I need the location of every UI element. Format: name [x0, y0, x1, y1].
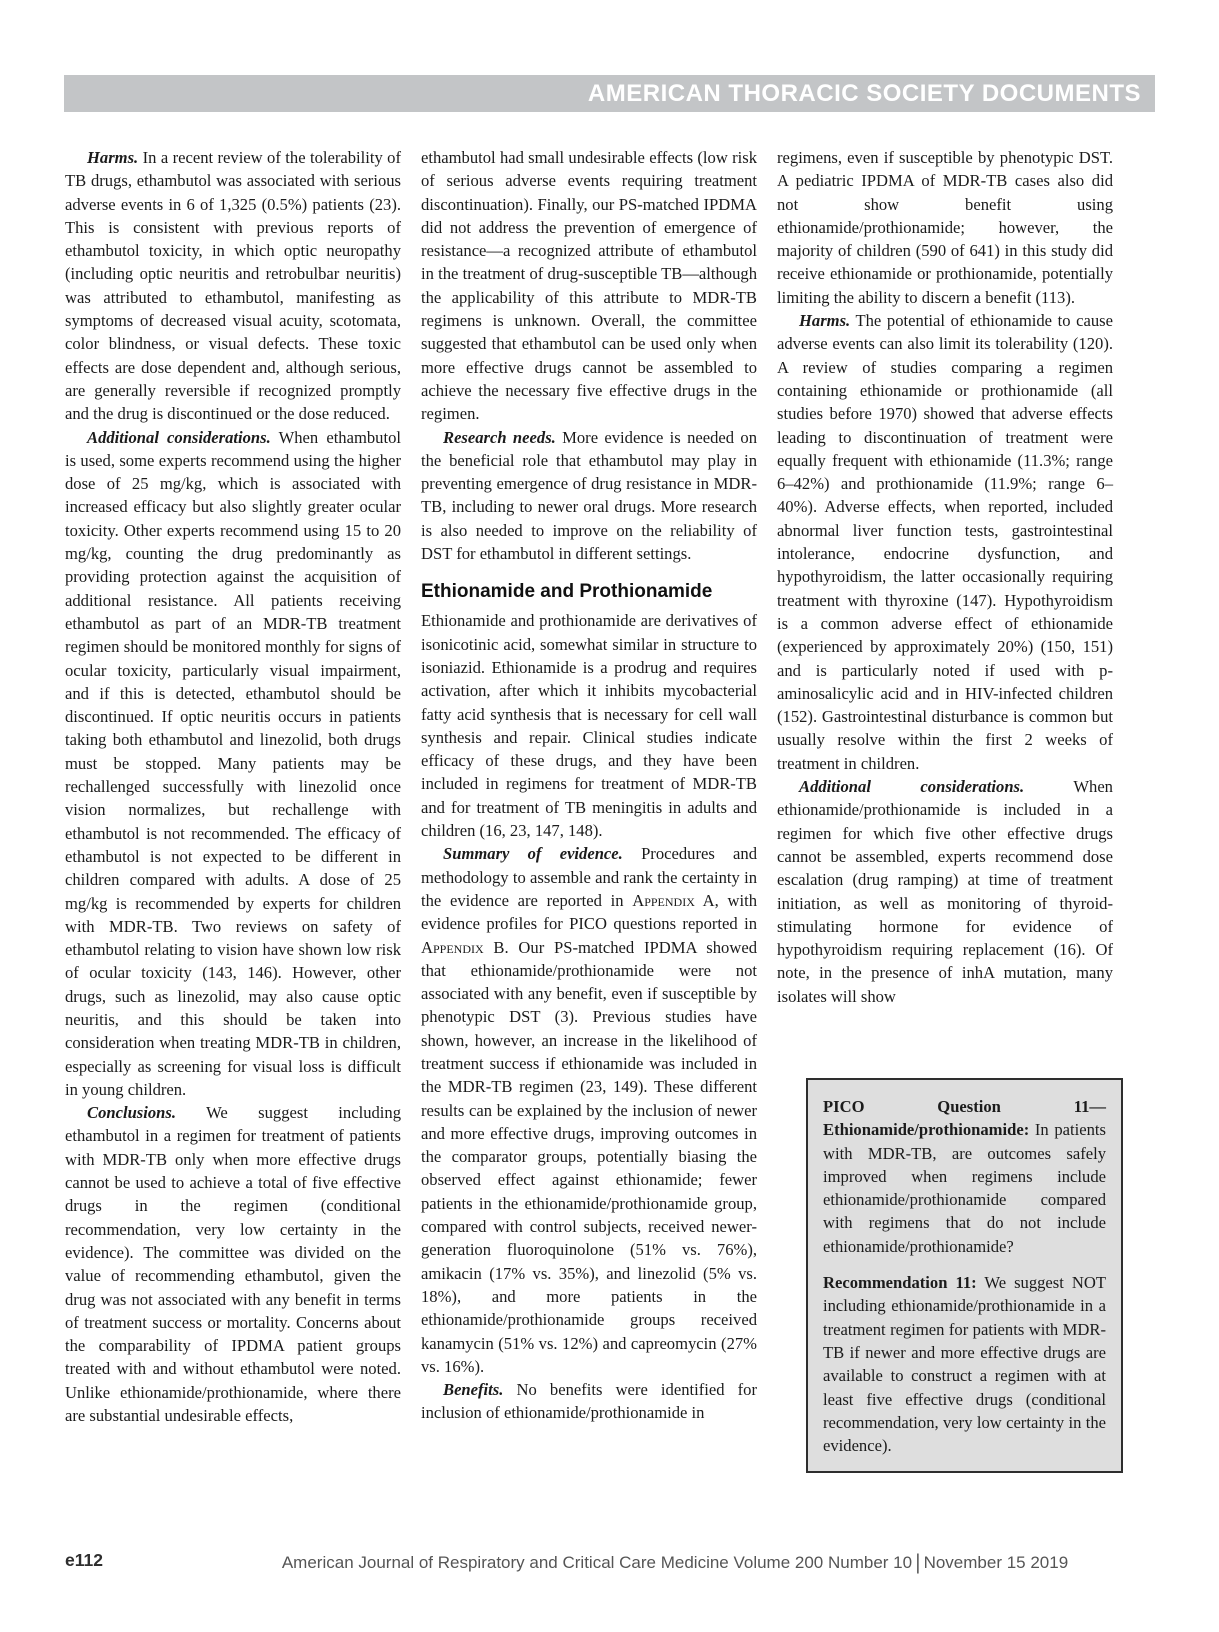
lead-additional-considerations: Additional considerations.	[87, 427, 271, 447]
pico-question-paragraph	[823, 1095, 1106, 1258]
pico-question-label: PICO Question 11—Ethionamide/prothionamide:	[823, 1096, 1106, 1140]
pico-question-box	[806, 1078, 1123, 1473]
text-additional-considerations: When ethambutol is used, some experts recommend using the higher dose of 25 mg/kg, which is associated with increased efficacy but also slightly greater ocular toxicity. Other experts recommend using 15 to 20 mg/kg, counting the drug predominantly as providing protection against the acquisition of additional resistance. All patients receiving ethambutol as part of an MDR-TB treatment regimen should be monitored monthly for signs of ocular toxicity, particularly visual impairment, and if this is detected, ethambutol should be discontinued. If optic neuritis occurs in patients taking both ethambutol and linezolid, both drugs must be stopped. Many patients may be rechallenged successfully with linezolid once vision normalizes, but rechallenge with ethambutol is not recommended. The efficacy of ethambutol is not expected to be different in children compared with adults. A dose of 25 mg/kg is recommended by experts for children with MDR-TB. Two reviews on safety of ethambutol relating to vision have shown low risk of ocular toxicity (143, 146). However, other drugs, such as linezolid, may also cause optic neuritis, and this should be taken into consideration when treating MDR-TB in children, especially as screening for visual loss is difficult in young children.	[65, 427, 401, 1099]
paragraph-continuation-ethambutol: ethambutol had small undesirable effects (low risk of serious adverse events requiring treatment discontinuation). Finally, our PS-matched IPDMA did not address the prevention of emergence of resistance—a recognized attribute of ethambutol in the treatment of drug-susceptible TB—although the applicability of this attribute to MDR-TB regimens is unknown. Overall, the committee suggested that ethambutol can be used only when more effective drugs cannot be assembled to achieve the necessary five effective drugs in the regimen.	[421, 148, 757, 424]
article-column-2	[421, 146, 757, 1473]
text-appendix-b: Appendix	[421, 937, 484, 957]
paragraph-summary-of-evidence	[421, 842, 757, 1378]
text-additional-considerations-ethionamide: When ethionamide/prothionamide is included in a regimen for which five other effective drugs cannot be assembled, experts recommend dose escalation (drug ramping) at time of treatment initiation, as well as monitoring of thyroid-stimulating hormone for evidence of hypothyroidism requiring replacement (16). Of note, in the presence of inhA mutation, many isolates will show	[777, 777, 1113, 1006]
paragraph-additional-considerations-ethionamide	[777, 775, 1113, 1008]
paragraph-ethionamide-intro: Ethionamide and prothionamide are derivatives of isonicotinic acid, somewhat similar in structure to isoniazid. Ethionamide is a prodrug and requires activation, after which it inhibits mycobacterial fatty acid synthesis that is necessary for cell wall synthesis and repair. Clinical studies indicate efficacy of these drugs, and they have been included in regimens for treatment of MDR-TB and for treatment of TB meningitis in adults and children (16, 23, 147, 148).	[421, 611, 757, 841]
lead-harms: Harms.	[87, 148, 139, 167]
paragraph-research-needs	[421, 426, 757, 566]
journal-citation-line	[195, 1550, 1155, 1574]
issue-date: November 15 2019	[923, 1553, 1069, 1572]
lead-harms-ethionamide: Harms.	[799, 311, 851, 331]
text-summary-part2: A, with evidence profiles for PICO questions reported in	[421, 890, 758, 934]
text-summary-part3: B. Our PS-matched IPDMA showed that ethionamide/prothionamide were not associated with any benefit, even if susceptible by phenotypic DST (3). Previous studies have shown, however, an increase in the likelihood of treatment success if ethionamide was included in the MDR-TB regimen (23, 149). These different results can be explained by the inclusion of newer and more effective drugs, improving outcomes in the comparator groups, potentially biasing the observed effect against ethionamide; fewer patients in the ethionamide/prothionamide group, compared with control subjects, received newer-generation fluoroquinolone (51% vs. 76%), amikacin (17% vs. 35%), and linezolid (5% vs. 18%), and more patients in the ethionamide/prothionamide groups received kanamycin (51% vs. 12%) and capreomycin (27% vs. 16%).	[421, 937, 757, 1376]
recommendation-label: Recommendation 11:	[823, 1273, 977, 1293]
lead-summary-of-evidence: Summary of evidence.	[443, 844, 623, 864]
text-appendix-a: Appendix	[632, 890, 695, 910]
paragraph-harms-ethionamide	[777, 309, 1113, 775]
lead-research-needs: Research needs.	[443, 427, 556, 447]
banner-title: AMERICAN THORACIC SOCIETY DOCUMENTS	[587, 79, 1141, 107]
paragraph-harms-ethambutol	[65, 146, 401, 426]
journal-banner	[64, 75, 1155, 112]
text-summary-part1: Procedures and methodology to assemble and rank the certainty in the evidence are reported in	[421, 844, 758, 910]
lead-conclusions: Conclusions.	[87, 1103, 176, 1123]
text-harms: In a recent review of the tolerability of TB drugs, ethambutol was associated with serious adverse events in 6 of 1,325 (0.5%) patients (23). This is consistent with previous reports of ethambutol toxicity, in which optic neuropathy (including optic neuritis and retrobulbar neuritis) was attributed to ethambutol, manifesting as symptoms of decreased visual acuity, scotomata, color blindness, or visual defects. These toxic effects are dose dependent and, although serious, are generally reversible if recognized promptly and the drug is discontinued or the dose reduced.	[65, 148, 401, 424]
paragraph-conclusions-ethambutol	[65, 1101, 401, 1427]
recommendation-text: We suggest NOT including ethionamide/prothionamide in a treatment regimen for patients with MDR-TB if newer and more effective drugs are available to construct a regimen with at least five effective drugs (conditional recommendation, very low certainty in the evidence).	[823, 1273, 1106, 1456]
article-body	[65, 146, 1113, 1473]
footer-separator-bar: |	[915, 1551, 921, 1574]
text-harms-ethionamide: The potential of ethionamide to cause adverse events can also limit its tolerability (120). A review of studies comparing a regimen containing ethionamide or prothionamide (all studies before 1970) showed that adverse effects leading to discontinuation of treatment were equally frequent with ethionamide (11.3%; range 6–42%) and prothionamide (11.9%; range 6–40%). Adverse effects, when reported, included abnormal liver function tests, gastrointestinal intolerance, endocrine dysfunction, and hypothyroidism, the latter occasionally requiring treatment with thyroxine (147). Hypothyroidism is a common adverse effect of ethionamide (experienced by approximately 20%) (150, 151) and is particularly noted if used with p-aminosalicylic acid and in HIV-infected children (152). Gastrointestinal disturbance is common but usually resolve within the first 2 weeks of treatment in children.	[777, 311, 1113, 773]
article-column-3	[777, 146, 1113, 1473]
lead-additional-considerations-ethionamide: Additional considerations.	[799, 777, 1025, 797]
pico-question-text: In patients with MDR-TB, are outcomes safely improved when regimens include ethionamide/prothionamide compared with regimens that do not include ethionamide/prothionamide?	[823, 1120, 1106, 1256]
recommendation-paragraph	[823, 1271, 1106, 1457]
text-research-needs: More evidence is needed on the beneficial role that ethambutol may play in preventing emergence of drug resistance in MDR-TB, including to newer oral drugs. More research is also needed to improve on the reliability of DST for ethambutol in different settings.	[421, 427, 757, 564]
text-conclusions: We suggest including ethambutol in a regimen for treatment of patients with MDR-TB only when more effective drugs cannot be used to achieve a total of five effective drugs in the regimen (conditional recommendation, very low certainty in the evidence). The committee was divided on the value of recommending ethambutol, given the drug was not associated with any benefit in terms of treatment success or mortality. Concerns about the comparability of IPDMA patient groups treated with and without ethambutol were noted. Unlike ethionamide/prothionamide, where there are substantial undesirable effects,	[65, 1103, 401, 1426]
section-heading-ethionamide: Ethionamide and Prothionamide	[421, 581, 713, 603]
lead-benefits: Benefits.	[443, 1380, 504, 1400]
article-column-1	[65, 146, 401, 1473]
paragraph-benefits	[421, 1378, 757, 1425]
journal-title-volume: American Journal of Respiratory and Critical Care Medicine Volume 200 Number 10	[281, 1553, 913, 1572]
paragraph-continuation-ethionamide: regimens, even if susceptible by phenotypic DST. A pediatric IPDMA of MDR-TB cases also did not show benefit using ethionamide/prothionamide; however, the majority of children (590 of 641) in this study did receive ethionamide or prothionamide, potentially limiting the ability to discern a benefit (113).	[777, 148, 1113, 307]
page-number: e112	[65, 1550, 103, 1570]
page-footer	[65, 1550, 1155, 1576]
paragraph-additional-considerations-ethambutol	[65, 426, 401, 1102]
text-benefits: No benefits were identified for inclusion of ethionamide/prothionamide in	[421, 1380, 757, 1423]
